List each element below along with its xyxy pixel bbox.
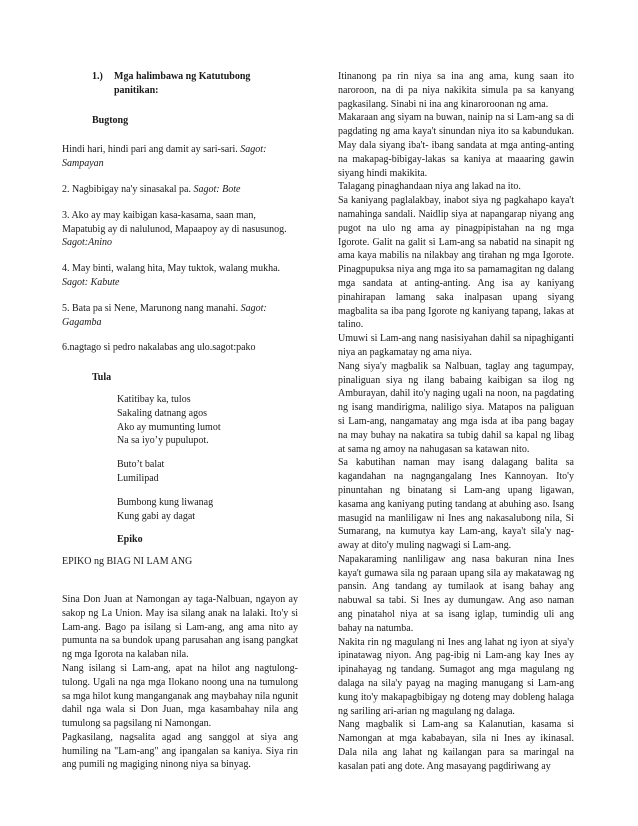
riddle-1: Hindi hari, hindi pari ang damit ay sari-sari. Sagot: Sampayan [62, 144, 267, 170]
right-column [338, 70, 574, 774]
story-paragraph: Makaraan ang siyam na buwan, nainip na si Lam-ang sa di pagdating ng ama kaya't sinundan niya ito sa kabundukan. May dala siyang iba't- ibang sandata at mga anting-anting na makapag-bibigay-lakas sa kaniya at maaaring gawin siyang hindi makikita. [338, 112, 574, 179]
riddle-3: 3. Ako ay may kaibigan kasa-kasama, saan man, Mapatubig ay di nalulunod, Mapaapoy ay di nasusunog. Sagot:Anino [62, 209, 287, 249]
story-left [62, 593, 298, 772]
left-column [62, 70, 298, 772]
story-paragraph: Pagkasilang, nagsalita agad ang sanggol at siya ang humiling na "Lam-ang" ang ipangalan sa kaniya. Siya rin ang pumili ng magiging ninong niya sa binyag. [62, 731, 298, 771]
riddle-2: 2. Nagbibigay na'y sinasakal pa. Sagot: Bote [62, 183, 241, 195]
story-paragraph: Sina Don Juan at Namongan ay taga-Nalbuan, ngayon ay sakop ng La Union. May isa silang anak na lalaki. Ito'y si Lam-ang. Bago pa isilang si Lam-ang, ang ama nito ay pumunta na sa bundok upang parusahan ang isang pangkat ng mga Igorota na kalaban nila. [62, 593, 298, 661]
story-paragraph: Sa kabutihan naman may isang dalagang balita sa kagandahan na nagngangalang Ines Kannoyan. Ito'y pinuntahan ng binatang si Lam-ang upang ligawan, kasama ang kaniyang puting tandang at abuhing aso. Isang masugid na manliligaw ni Ines ang nakasalubong nila, Si Sumarang, na kumutya kay Lam-ang, kaya't sila'y nag-away at dito'y muling nagwagi si Lam-ang. [338, 457, 574, 552]
story-paragraph: Talagang pinaghandaan niya ang lakad na ito. [338, 181, 521, 193]
poem-stanza-2: Buto’t balat Lumilipad [117, 459, 165, 484]
story-paragraph: Nang siya'y magbalik sa Nalbuan, taglay ang tagumpay, pinaliguan siya ng ilang babaing kaibigan sa ilog ng Amburayan, dahil ito'y naging ugali na noon, na pagdating ng isang mandirigma, naliligo siya. Matapos na paliguan si Lam-ang, nangamatay ang mga isda at iba pang bagay na may buhay na nakatira sa tubig dahil sa kapal ng libag at sama ng amoy na nahugasan sa katawan nito. [338, 360, 574, 455]
tula-heading: Tula [92, 372, 112, 384]
riddle-4: 4. May binti, walang hita, May tuktok, walang mukha. Sagot: Kabute [62, 263, 281, 288]
story-paragraph: Nakita rin ng magulang ni Ines ang lahat ng iyon at siya'y ipinatawag niyon. Ang pag-ibig ni Lam-ang kay Ines ay ipinahayag ng tandang. Sumagot ang mga magulang ng dalaga na sila'y payag na maging manugang si Lam-ang kung ito'y makapagbibigay ng doteng may dobleng halaga ng sariling ari-arian ng magulang ng dalaga. [338, 636, 574, 717]
riddle-6: 6.nagtago si pedro nakalabas ang ulo.sagot:pako [62, 342, 256, 354]
story-paragraph: Nang magbalik si Lam-ang sa Kalanutian, kasama si Namongan at mga kababayan, sila ni Ines ay ikinasal. Dala nila ang lahat ng kailangan para sa maringal na kasalan pati ang dote. Ang masayang pagdiriwang ay [338, 719, 574, 772]
poem-stanza-3: Bumbong kung liwanag Kung gabi ay dagat [117, 496, 214, 522]
story-paragraph: Napakaraming nanliligaw ang nasa bakuran nina Ines kaya't gumawa sila ng paraan upang sila ay makatawag ng pansin. Ang tandang ay tumilaok at isang bahay ang nabuwal sa tabi. Si Ines ay dumungaw. Ang aso naman ang pinatahol niya at sa isang iglap, tumindig uli ang bahay na natumba. [338, 553, 574, 634]
epic-title: EPIKO ng BIAG NI LAM ANG [62, 556, 193, 568]
story-paragraph: Umuwi si Lam-ang nang nasisiyahan dahil sa nipaghiganti niya an pagkamatay ng ama niya. [338, 333, 574, 358]
section-heading [62, 70, 298, 98]
epiko-heading: Epiko [117, 534, 143, 546]
section-title: Mga halimbawa ng Katutubong panitikan: [114, 71, 251, 96]
story-paragraph: Itinanong pa rin niya sa ina ang ama, kung saan ito naroroon, na di pa niya nakikita simula pa sa kanyang pagkasilang. Sinabi ni ina ang kinaroroonan ng ama. [338, 71, 574, 110]
story-paragraph: Sa kaniyang paglalakbay, inabot siya ng pagkahapo kaya't namahinga sandali. Naidlip siya at napangarap niyang ang pugot na ulo ng ama ay pinagpipistahan na ng mga Igorote. Galit na galit si Lam-ang sa nabatid na sinapit ng ama kaya mabilis na nilakbay ang tirahan ng mga Igorote. Pinagpupuksa niya ang mga ito sa pamamagitan ng dalang mga sandata at anting-anting. Ang isa ay kaniyang pinahirapan lamang saka inalpasan upang siyang magbalita sa iba pang Igorote ng kaniyang tapang, lakas at talino. [338, 195, 574, 331]
riddle-5: 5. Bata pa si Nene, Marunong nang manahi. Sagot: Gagamba [62, 302, 267, 328]
poem-stanza-1: Katitibay ka, tulos Sakaling datnang agos Ako ay mumunting lumot Na sa iyo’y pupulupot. [117, 393, 221, 447]
section-number: 1.) [92, 71, 103, 82]
story-paragraph: Nang isilang si Lam-ang, apat na hilot ang nagtulong-tulong. Ugali na nga mga Ilokano noong una na tumulong sa mga hilot kung manganganak ang maybahay nila ngunit dahil nga wala si Don Juan, mga kasambahay nila ang tumulong sa pagsilang ni Namongan. [62, 662, 298, 730]
bugtong-heading: Bugtong [92, 114, 129, 126]
